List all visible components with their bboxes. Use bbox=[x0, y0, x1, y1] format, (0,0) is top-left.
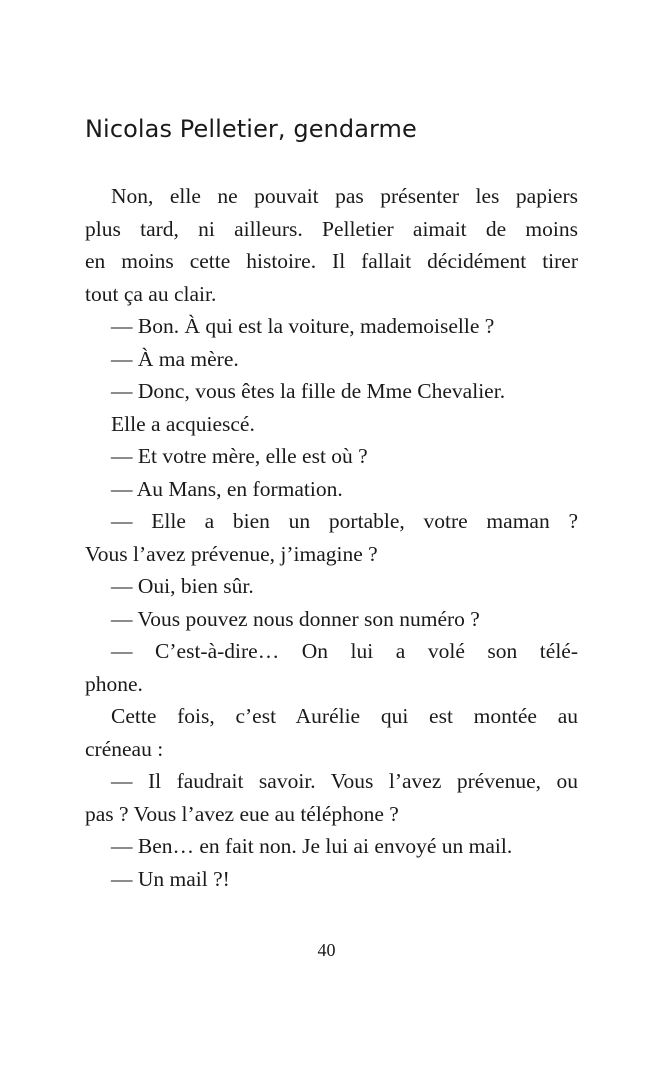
dialogue-line: pas ? Vous l’avez eue au téléphone ? bbox=[85, 801, 399, 826]
text-line: créneau : bbox=[85, 736, 164, 761]
dialogue-line: — Un mail ?! bbox=[111, 866, 230, 891]
dialogue-line: — Oui, bien sûr. bbox=[111, 574, 254, 598]
text-line: Elle a acquiescé. bbox=[111, 411, 255, 436]
dialogue-line: — Et votre mère, elle est où ? bbox=[111, 444, 368, 468]
dialogue-line: — Au Mans, en formation. bbox=[111, 476, 343, 501]
dialogue-line: — Vous pouvez nous donner son numéro ? bbox=[111, 606, 480, 631]
text-line: Cette fois, c’est Aurélie qui est montée au bbox=[111, 704, 578, 728]
page-number: 40 bbox=[317, 940, 336, 960]
dialogue-line: — Donc, vous êtes la fille de Mme Chevalier. bbox=[111, 379, 506, 403]
chapter-title: Nicolas Pelletier, gendarme bbox=[85, 115, 417, 143]
dialogue-line: — Il faudrait savoir. Vous l’avez prévenue, ou bbox=[111, 769, 578, 793]
dialogue-line: phone. bbox=[85, 671, 143, 696]
text-line: tout ça au clair. bbox=[85, 281, 217, 306]
dialogue-line: Vous l’avez prévenue, j’imagine ? bbox=[85, 541, 378, 566]
text-line: Non, elle ne pouvait pas présenter les papiers bbox=[111, 184, 578, 208]
dialogue-line: — Bon. À qui est la voiture, mademoiselle ? bbox=[111, 314, 495, 338]
dialogue-line: — C’est-à-dire… On lui a volé son télé- bbox=[111, 639, 578, 663]
dialogue-line: — À ma mère. bbox=[111, 346, 239, 371]
dialogue-line: — Elle a bien un portable, votre maman ? bbox=[111, 509, 578, 533]
text-line: en moins cette histoire. Il fallait décidément tirer bbox=[85, 249, 578, 273]
dialogue-line: — Ben… en fait non. Je lui ai envoyé un mail. bbox=[111, 834, 513, 858]
text-line: plus tard, ni ailleurs. Pelletier aimait de moins bbox=[85, 216, 578, 241]
body-text bbox=[85, 180, 578, 895]
